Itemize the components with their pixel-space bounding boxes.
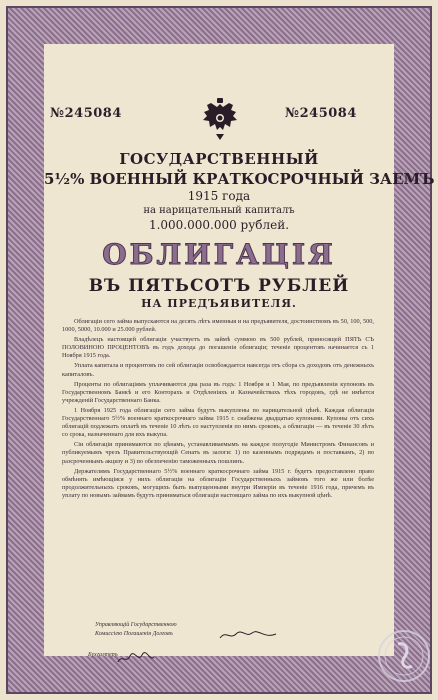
accountant-label: Бухгалтеръ — [88, 652, 118, 658]
director-signature — [218, 628, 278, 642]
capital-amount: 1.000.000.000 рублей. — [148, 218, 290, 232]
accountant-signature — [116, 651, 156, 665]
title-line-2: 5½% ВОЕННЫЙ КРАТКОСРОЧНЫЙ ЗАЕМЪ — [44, 170, 435, 188]
signature-block — [95, 621, 177, 639]
terms-paragraph: Уплата капитала и процентовъ по сей облигаціи освобождается навсегда отъ сбора съ доходовъ отъ денежныхъ капиталовъ. — [62, 362, 374, 378]
signature-role-line-1: Управляющій Государственною — [95, 622, 177, 628]
denomination: ВЪ ПЯТЬСОТЪ РУБЛЕЙ — [88, 276, 350, 296]
bearer-label: НА ПРЕДЪЯВИТЕЛЯ. — [141, 297, 297, 310]
terms-text — [62, 318, 374, 502]
capital-label: на нарицательный капиталъ — [143, 205, 295, 216]
bond-word: ОБЛИГАЦІЯ — [102, 238, 336, 271]
serial-number-right: №245084 — [285, 106, 357, 121]
terms-paragraph: Сіи облигаціи принимаются по цѣнамъ, устанавливаемымъ на каждое полугодіе Министромъ Финансовъ и публикуемымъ чрезъ Правительствующій Сенатъ въ залоги: 1) по казеннымъ подрядамъ и поставкамъ, 2) по разсроченнымъ акцизу и 3) по обезпеченію таможенныхъ пошлинъ. — [62, 441, 374, 465]
title-line-1: ГОСУДАРСТВЕННЫЙ — [119, 150, 319, 168]
terms-paragraph: Владѣлецъ настоящей облигаціи участвуетъ въ займѣ суммою въ 500 рублей, приносящей ПЯТЬ СЪ ПОЛОВИНОЮ ПРОЦЕНТОВЪ въ годъ дохода до погашенія облигаціи; теченіе процентовъ начинается съ 1 Ноября 1915 года. — [62, 336, 374, 360]
serial-number-left: №245084 — [50, 106, 122, 121]
signature-role-line-2: Комиссіею Погашенія Долговъ — [95, 631, 173, 637]
terms-paragraph: Проценты по облигаціямъ уплачиваются два раза въ годъ: 1 Ноября и 1 Мая, по предъявленіи купоновъ въ Государственномъ Банкѣ и его Конторахъ и Отдѣленіяхъ и Казначействахъ тѣхъ городовъ, гдѣ не имѣется учрежденій Государственнаго Банка. — [62, 380, 374, 404]
double-headed-eagle-icon — [196, 96, 244, 142]
issue-year: 1915 года — [187, 189, 251, 203]
collector-stamp-icon — [376, 628, 432, 684]
terms-paragraph: Держателямъ Государственнаго 5½% военнаго краткосрочнаго займа 1915 г. будетъ предоставлено право обмѣнять имѣющіяся у нихъ облигаціи на облигаціи Государственныхъ займовъ того же или болѣе продолжительныхъ сроковъ, могущихъ быть выпущенными внутри Имперіи въ теченіе 1916 года, причемъ въ уплату по новымъ займамъ будутъ приниматься облигаціи настоящаго займа по ихъ выкупной цѣнѣ. — [62, 467, 374, 499]
terms-paragraph: Облигаціи сего займа выпускаются на десять лѣтъ именныя и на предъявителя, достоинствомъ въ 50, 100, 500, 1000, 5000, 10.000 и 25.000 рублей. — [62, 318, 374, 334]
terms-paragraph: 1 Ноября 1925 года облигаціи сего займа будутъ выкуплены по нарицательной цѣнѣ. Каждая облигація Государственнаго 5½% военнаго краткосрочнаго займа 1915 г. снабжена двадцатью купонами. Купоны отъ сихъ облигацій подлежатъ оплатѣ въ теченіе 10 лѣтъ со наступленія по нимъ сроковъ, а облигаціи — въ теченіе 30 лѣтъ со срока, назначеннаго для ихъ выкупа. — [62, 406, 374, 439]
